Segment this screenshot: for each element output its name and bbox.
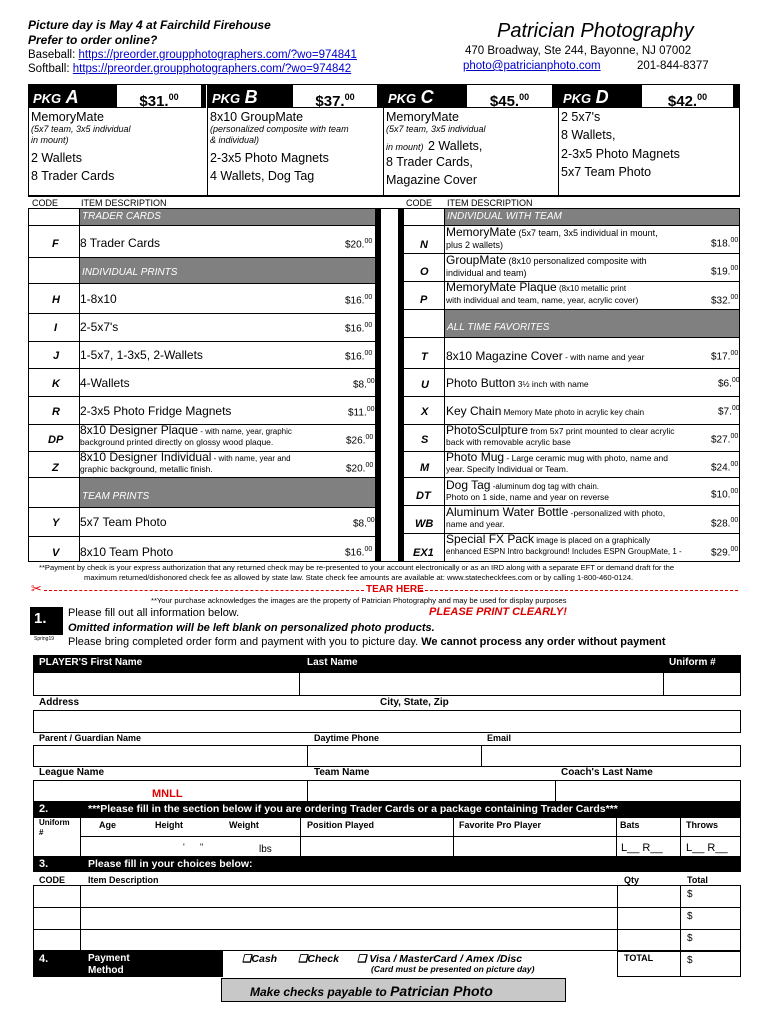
section-1-line2: Omitted information will be left blank on personalized photo products. [68,622,435,634]
package-d-line1: 2 5x7's [561,110,601,124]
team-prints-heading: TEAM PRINTS [82,491,150,502]
package-b-line2: (personalized composite with team [210,124,349,134]
price-WB: $28.00 [711,517,739,530]
item-EX1-desc: enhanced ESPN Intro background! Includes ESPN GroupMate, 1 - [446,547,682,556]
package-d-line2: 8 Wallets, [561,128,616,142]
uniform-hash: # [39,828,44,837]
player-first-name-input[interactable] [34,673,298,695]
package-b-line3: & individual) [210,135,260,145]
print-clearly-notice: PLEASE PRINT CLEARLY! [429,606,567,618]
softball-url-link[interactable]: https://preorder.groupphotographers.com/?wo=974842 [72,63,352,75]
package-a-line2: (5x7 team, 3x5 individual [31,124,131,134]
code-H: H [52,294,60,306]
code-DP: DP [48,434,64,446]
payment-label: Payment [88,953,130,964]
item-Z-desc: graphic background, metallic finish. [80,464,213,474]
package-a-line5: 8 Trader Cards [31,169,115,183]
uniform-label: Uniform # [669,657,716,668]
item-WB: Aluminum Water Bottle -personalized with photo, [446,505,666,519]
price-R: $11.00 [348,406,375,419]
price-X: $7.00 [718,405,740,418]
choice-row-3-total[interactable]: $ [687,933,693,944]
all-time-favorites-heading: ALL TIME FAVORITES [447,322,550,333]
price-J: $16.00 [345,350,373,363]
choices-table [33,885,741,951]
item-R: 2-3x5 Photo Fridge Magnets [80,404,232,418]
code-U: U [421,379,429,391]
code-J: J [53,350,60,362]
item-P-desc: with individual and team, name, year, acrylic cover) [446,295,639,305]
item-O-desc: individual and team) [446,268,527,278]
code-I: I [54,322,58,334]
right-code-header: CODE [406,198,433,208]
choices-total-label: Total [687,875,708,885]
price-Z: $20.00 [346,462,374,475]
total-amount-field[interactable]: $ [687,955,693,966]
package-c-line1: MemoryMate [386,110,459,124]
package-b-price: $37.00 [292,84,378,108]
price-T: $17.00 [711,350,739,363]
code-DT: DT [416,490,431,502]
uniform-number-input[interactable] [664,673,740,695]
section-4-number: 4. [39,953,49,965]
item-I: 2-5x7's [80,320,119,334]
coach-last-name-label: Coach's Last Name [561,767,653,778]
price-V: $16.00 [345,546,373,559]
item-DT-desc: Photo on 1 side, name and year on reverse [446,492,610,502]
throws-options[interactable]: L__ R__ [686,842,728,854]
price-M: $24.00 [711,461,739,474]
package-b-line1: 8x10 GroupMate [210,110,304,124]
code-F: F [52,238,59,250]
email-label: Email [487,733,512,743]
item-Z: 8x10 Designer Individual - with name, year and [80,450,291,464]
item-DT: Dog Tag -aluminum dog tag with chain. [446,478,599,492]
picture-day-line: Picture day is May 4 at Fairchild Firehouse [28,18,271,32]
package-c-line3: in mount) 2 Wallets, [386,139,483,153]
weight-label: Weight [229,820,259,830]
package-c-line2: (5x7 team, 3x5 individual [386,124,486,134]
card-checkbox-icon[interactable]: ❑ [357,953,367,965]
code-X: X [421,406,429,418]
package-a-title: PKG A [33,87,79,107]
company-address: 470 Broadway, Ste 244, Bayonne, NJ 07002 [465,45,692,57]
season-code: Spring19 [34,636,55,642]
height-inches-mark: " [200,842,204,852]
softball-link-row [28,63,351,76]
item-H: 1-8x10 [80,292,117,306]
cash-checkbox-icon[interactable]: ❑ [242,953,252,965]
item-Y: 5x7 Team Photo [80,515,167,529]
make-checks-text: Make checks payable to Patrician Photo [250,983,493,999]
section-1-number: 1. [34,610,47,627]
favorite-pro-label: Favorite Pro Player [459,820,542,830]
package-b-line5: 4 Wallets, Dog Tag [210,169,315,183]
item-U: Photo Button 3½ inch with name [446,376,589,390]
price-F: $20.00 [345,238,373,251]
item-J: 1-5x7, 1-3x5, 2-Wallets [80,348,203,362]
coach-last-name-input[interactable] [556,781,740,801]
price-DP: $26.00 [346,434,374,447]
item-K: 4-Wallets [80,376,130,390]
team-name-input[interactable] [308,781,554,801]
baseball-url-link[interactable]: https://preorder.groupphotographers.com/?wo=974841 [78,49,357,61]
code-K: K [52,378,60,390]
price-I: $16.00 [345,322,373,335]
player-first-name-label: PLAYER'S First Name [39,657,143,668]
item-DP-desc: background printed directly on glossy wood plaque. [80,437,274,447]
code-P: P [420,294,428,306]
package-d-line3: 2-3x5 Photo Magnets [561,147,680,161]
height-label: Height [155,820,183,830]
choice-row-2-total[interactable]: $ [687,911,693,922]
individual-prints-heading: INDIVIDUAL PRINTS [82,267,178,278]
card-option[interactable]: ❑ Visa / MasterCard / Amex /Disc [357,953,523,965]
package-d-line4: 5x7 Team Photo [561,165,652,179]
order-online-line: Prefer to order online? [28,33,158,47]
item-S: PhotoSculpture from 5x7 print mounted to clear acrylic [446,423,675,437]
item-M-desc: year. Specify Individual or Team. [446,464,569,474]
card-note: (Card must be presented on picture day) [371,964,535,974]
company-name: Patrician Photography [497,20,694,42]
code-N: N [420,239,428,251]
weight-lbs-unit: lbs [259,844,272,855]
code-V: V [52,547,60,559]
item-WB-desc: name and year. [446,519,505,529]
throws-label: Throws [686,820,719,830]
scissors-icon: ✂ [31,581,42,596]
price-N: $18.00 [711,237,739,250]
cash-option[interactable]: ❑Cash [242,953,278,965]
price-K: $8.00 [353,378,375,391]
choices-qty-label: Qty [624,875,640,885]
league-name-value[interactable]: MNLL [152,788,183,800]
daytime-phone-label: Daytime Phone [314,733,380,743]
package-c-line4: 8 Trader Cards, [386,155,473,169]
email-input[interactable] [482,746,740,766]
tear-line-right [420,590,738,591]
price-O: $19.00 [711,265,739,278]
company-phone: 201-844-8377 [637,60,709,72]
last-name-input[interactable] [300,673,662,695]
softball-label: Softball: [28,63,73,75]
package-a-line1: MemoryMate [31,110,104,124]
section-1-line3: Please bring completed order form and payment with you to picture day. We cannot process any order without payment [68,636,666,648]
item-O: GroupMate (8x10 personalized composite with [446,253,647,267]
item-P: MemoryMate Plaque (8x10 metallic print [446,280,627,294]
price-S: $27.00 [711,433,739,446]
package-c-title: PKG C [388,87,434,107]
method-label: Method [88,965,124,976]
section-3-number: 3. [39,858,49,870]
item-X: Key Chain Memory Mate photo in acrylic key chain [446,404,645,418]
parent-guardian-label: Parent / Guardian Name [39,733,142,743]
item-T: 8x10 Magazine Cover - with name and year [446,349,645,363]
check-option[interactable]: ❑Check [298,953,339,965]
team-name-label: Team Name [314,767,370,778]
position-played-label: Position Played [307,820,375,830]
price-H: $16.00 [345,294,373,307]
address-label: Address [39,697,80,708]
item-S-desc: back with removable acrylic base [446,437,571,447]
price-U: $6.00 [718,377,740,390]
choice-row-1-total[interactable]: $ [687,889,693,900]
item-M: Photo Mug - Large ceramic mug with photo, name and [446,450,668,464]
price-Y: $8.00 [353,517,375,530]
tear-here-label: TEAR HERE [366,584,424,595]
package-d-title: PKG D [563,87,609,107]
package-a-price: $31.00 [116,84,202,108]
price-P: $32.00 [711,294,739,307]
package-d-price: $42.00 [641,84,734,108]
baseball-label: Baseball: [28,49,79,61]
item-N-desc: plus 2 wallets) [446,240,504,250]
price-EX1: $29.00 [711,546,739,559]
section-2-number: 2. [39,803,49,815]
code-R: R [52,406,60,418]
address-row[interactable] [33,710,741,733]
package-b-title: PKG B [212,87,258,107]
code-M: M [420,462,430,474]
tear-line-left [44,590,364,591]
item-EX1: Special FX Pack image is placed on a graphically [446,532,651,546]
code-WB: WB [415,518,434,530]
bats-label: Bats [620,820,640,830]
total-label: TOTAL [624,953,654,963]
item-DP: 8x10 Designer Plaque - with name, year, graphic [80,423,292,437]
package-a-line3: in mount) [31,135,69,145]
age-label: Age [99,820,117,830]
parent-guardian-input[interactable] [34,746,306,766]
payment-note-1: **Payment by check is your express authorization that any returned check may be re-presented to your account electronically or as an IRD along with a separate EFT or demand draft for the [39,563,675,572]
choices-code-label: CODE [39,875,66,885]
right-item-header: ITEM DESCRIPTION [447,198,533,208]
price-DT: $10.00 [711,488,739,501]
item-F: 8 Trader Cards [80,236,161,250]
height-feet-mark: ' [183,842,185,852]
section-2-instruction: ***Please fill in the section below if you are ordering Trader Cards or a package containing Trader Cards*** [88,803,618,815]
trader-cards-heading: TRADER CARDS [82,211,161,222]
daytime-phone-input[interactable] [308,746,480,766]
package-b-line4: 2-3x5 Photo Magnets [210,151,329,165]
last-name-label: Last Name [307,657,358,668]
choices-item-label: Item Description [88,875,159,885]
code-Z: Z [52,462,59,474]
code-EX1: EX1 [413,547,434,559]
item-N: MemoryMate (5x7 team, 3x5 individual in mount, [446,225,658,239]
section-3-instruction: Please fill in your choices below: [88,858,253,870]
left-code-header: CODE [32,198,59,208]
code-T: T [421,351,428,363]
section-1-line1: Please fill out all information below. [68,607,240,619]
baseball-link-row [28,49,357,62]
left-item-header: ITEM DESCRIPTION [81,198,167,208]
individual-with-team-heading: INDIVIDUAL WITH TEAM [447,211,562,222]
item-V: 8x10 Team Photo [80,545,174,559]
bats-options[interactable]: L__ R__ [621,842,663,854]
uniform-col-label: Uniform [39,818,70,827]
package-c-price: $45.00 [466,84,553,108]
league-name-label: League Name [39,767,105,778]
check-checkbox-icon[interactable]: ❑ [298,953,308,965]
company-email-link[interactable]: photo@patricianphoto.com [463,60,601,72]
package-a-line4: 2 Wallets [31,151,82,165]
package-c-line5: Magazine Cover [386,173,478,187]
code-S: S [421,434,429,446]
code-Y: Y [52,517,60,529]
payment-note-2: maximum returned/dishonored check fee as allowed by state law. State check fee amounts are available at: www.statecheckfees.com or by calling 1-800-460-0124. [84,573,634,582]
city-state-zip-label: City, State, Zip [380,697,449,708]
code-O: O [420,266,429,278]
acknowledgement-note: **Your purchase acknowledges the images are the property of Patrician Photography and may be used for display purposes [151,596,567,605]
